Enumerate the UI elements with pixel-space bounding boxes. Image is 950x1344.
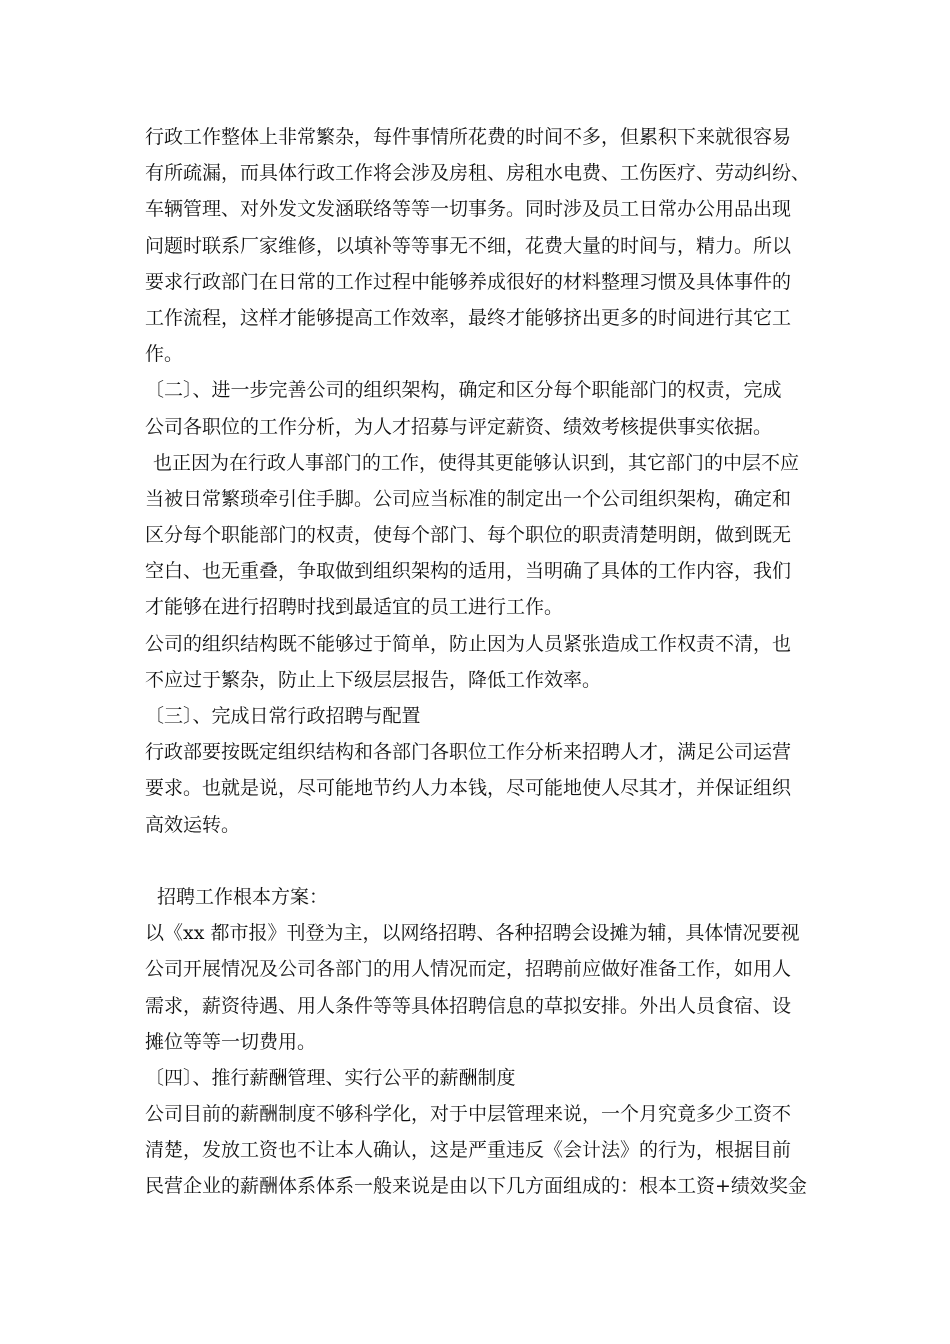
paragraph-line: 摊位等等一切费用。 [145,1030,317,1053]
paragraph-line: 公司目前的薪酬制度不够科学化，对于中层管理来说，一个月究竟多少工资不 [145,1103,792,1126]
paragraph-line: 要求。也就是说，尽可能地节约人力本钱，尽可能地使人尽其才，并保证组织 [145,777,792,800]
paragraph-line: 才能够在进行招聘时找到最适宜的员工进行工作。 [145,596,564,619]
paragraph-line: 民营企业的薪酬体系体系一般来说是由以下几方面组成的：根本工资+绩效奖金 [145,1175,807,1198]
paragraph-line: 作。 [145,343,184,366]
paragraph-line: 清楚，发放工资也不让本人确认，这是严重违反《会计法》的行为，根据目前 [145,1139,792,1162]
paragraph-line: 要求行政部门在日常的工作过程中能够养成很好的材料整理习惯及具体事件的 [145,270,792,293]
paragraph-line: 行政工作整体上非常繁杂，每件事情所花费的时间不多，但累积下来就很容易 [145,126,792,148]
section-heading: 〔三〕、完成日常行政招聘与配置 [145,705,421,727]
paragraph-line: 当被日常繁琐牵引住手脚。公司应当标准的制定出一个公司组织架构，确定和 [145,487,792,510]
document-body [145,119,825,1205]
paragraph-line: 公司各职位的工作分析，为人才招募与评定薪资、绩效考核提供事实依据。 [145,415,773,438]
paragraph-line: 空白、也无重叠，争取做到组织架构的适用，当明确了具体的工作内容，我们 [145,560,792,583]
section-heading: 〔四〕、推行薪酬管理、实行公平的薪酬制度 [145,1066,516,1089]
paragraph-line: 公司的组织结构既不能够过于简单，防止因为人员紧张造成工作权责不清，也 [145,632,792,655]
paragraph-line: 不应过于繁杂，防止上下级层层报告，降低工作效率。 [145,668,602,691]
paragraph-line: 以《xx 都市报》刊登为主，以网络招聘、各种招聘会设摊为辅，具体情况要视 [145,922,800,945]
paragraph-line: 区分每个职能部门的权责，使每个部门、每个职位的职责清楚明朗，做到既无 [145,524,792,547]
section-heading: 〔二〕、进一步完善公司的组织架构，确定和区分每个职能部门的权责，完成 [145,379,782,402]
paragraph-line: 车辆管理、对外发文发涵联络等等一切事务。同时涉及员工日常办公用品出现 [145,198,792,221]
paragraph-line: 工作流程，这样才能够提高工作效率，最终才能够挤出更多的时间进行其它工 [145,306,792,329]
paragraph-line: 公司开展情况及公司各部门的用人情况而定，招聘前应做好准备工作，如用人 [145,958,792,981]
paragraph-line: 行政部要按既定组织结构和各部门各职位工作分析来招聘人才，满足公司运营 [145,741,792,764]
paragraph-line: 也正因为在行政人事部门的工作，使得其更能够认识到，其它部门的中层不应 [153,451,800,474]
paragraph-line: 有所疏漏，而具体行政工作将会涉及房租、房租水电费、工伤医疗、劳动纠纷、 [145,162,811,185]
paragraph-line: 需求，薪资待遇、用人条件等等具体招聘信息的草拟安排。外出人员食宿、设 [145,994,792,1017]
paragraph-line: 问题时联系厂家维修，以填补等等事无不细，花费大量的时间与，精力。所以 [145,234,792,257]
blank-line [145,843,825,879]
paragraph-line: 高效运转。 [145,813,241,836]
subheading: 招聘工作根本方案： [157,885,329,908]
